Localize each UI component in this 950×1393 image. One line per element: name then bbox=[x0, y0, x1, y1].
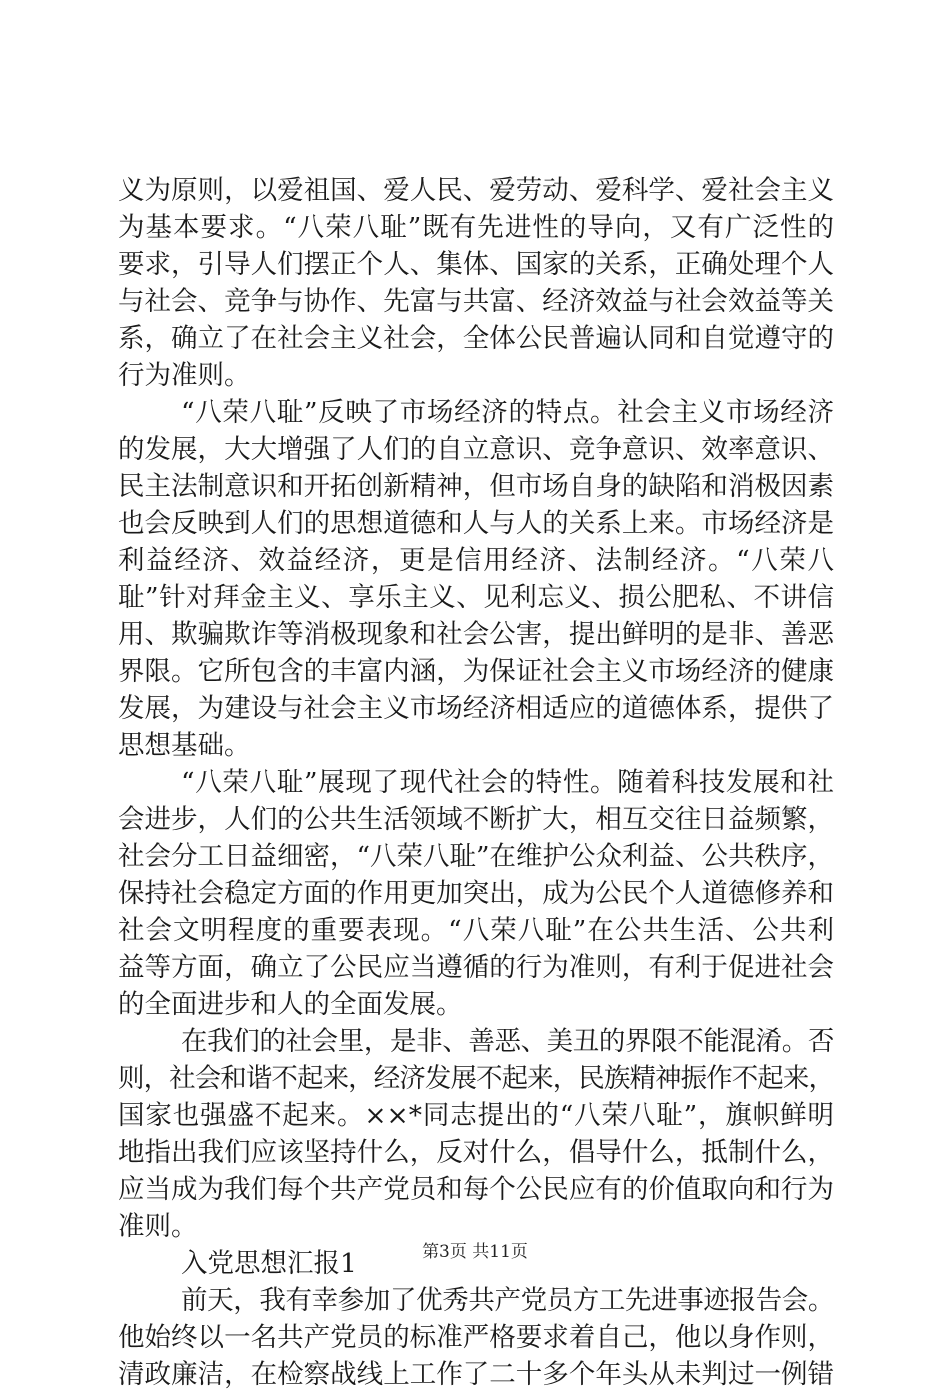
text-line: 社会分工日益细密，“八荣八耻”在维护公众利益、公共秩序， bbox=[118, 841, 834, 872]
paragraph-first-line: “八荣八耻”反映了市场经济的特点。社会主义市场经济 bbox=[181, 397, 834, 428]
text-line: 清政廉洁，在检察战线上工作了二十多个年头从未判过一例错 bbox=[118, 1359, 834, 1390]
text-line: 界限。它所包含的丰富内涵，为保证社会主义市场经济的健康 bbox=[118, 656, 834, 687]
paragraph-first-line: 在我们的社会里，是非、善恶、美丑的界限不能混淆。否 bbox=[181, 1026, 834, 1057]
text-line: 则，社会和谐不起来，经济发展不起来，民族精神振作不起来， bbox=[118, 1063, 834, 1094]
text-line: 义为原则，以爱祖国、爱人民、爱劳动、爱科学、爱社会主义 bbox=[118, 175, 834, 206]
page-number: 第3页 共11页 bbox=[422, 1242, 528, 1262]
text-line: 准则。 bbox=[118, 1211, 198, 1242]
text-line: 民主法制意识和开拓创新精神，但市场自身的缺陷和消极因素 bbox=[118, 471, 834, 502]
text-line: 行为准则。 bbox=[118, 360, 251, 391]
text-line: 发展，为建设与社会主义市场经济相适应的道德体系，提供了 bbox=[118, 693, 834, 724]
text-line: 应当成为我们每个共产党员和每个公民应有的价值取向和行为 bbox=[118, 1174, 834, 1205]
section-heading: 入党思想汇报1 bbox=[181, 1248, 357, 1279]
text-line: 地指出我们应该坚持什么，反对什么，倡导什么，抵制什么， bbox=[118, 1137, 834, 1168]
text-line: 与社会、竞争与协作、先富与共富、经济效益与社会效益等关 bbox=[118, 286, 834, 317]
text-line: 也会反映到人们的思想道德和人与人的关系上来。市场经济是 bbox=[118, 508, 834, 539]
body-text bbox=[118, 172, 834, 1393]
text-line: 的发展，大大增强了人们的自立意识、竞争意识、效率意识、 bbox=[118, 434, 834, 465]
text-line: 思想基础。 bbox=[118, 730, 251, 761]
text-line: 国家也强盛不起来。××*同志提出的“八荣八耻”，旗帜鲜明 bbox=[118, 1100, 834, 1131]
text-line: 保持社会稳定方面的作用更加突出，成为公民个人道德修养和 bbox=[118, 878, 834, 909]
text-line: 益等方面，确立了公民应当遵循的行为准则，有利于促进社会 bbox=[118, 952, 834, 983]
text-line: 为基本要求。“八荣八耻”既有先进性的导向，又有广泛性的 bbox=[118, 212, 834, 243]
text-line: 的全面进步和人的全面发展。 bbox=[118, 989, 463, 1020]
text-line: 用、欺骗欺诈等消极现象和社会公害，提出鲜明的是非、善恶 bbox=[118, 619, 834, 650]
text-line: 会进步，人们的公共生活领域不断扩大，相互交往日益频繁， bbox=[118, 804, 834, 835]
paragraph-first-line: 前天，我有幸参加了优秀共产党员方工先进事迹报告会。 bbox=[181, 1285, 834, 1316]
paragraph-first-line: “八荣八耻”展现了现代社会的特性。随着科技发展和社 bbox=[181, 767, 834, 798]
page-footer bbox=[0, 1240, 950, 1264]
text-line: 要求，引导人们摆正个人、集体、国家的关系，正确处理个人 bbox=[118, 249, 834, 280]
text-line: 耻”针对拜金主义、享乐主义、见利忘义、损公肥私、不讲信 bbox=[118, 582, 834, 613]
text-line: 系，确立了在社会主义社会，全体公民普遍认同和自觉遵守的 bbox=[118, 323, 834, 354]
text-line: 社会文明程度的重要表现。“八荣八耻”在公共生活、公共利 bbox=[118, 915, 834, 946]
text-line: 利益经济、效益经济，更是信用经济、法制经济。“八荣八 bbox=[118, 545, 834, 576]
text-line: 他始终以一名共产党员的标准严格要求着自己，他以身作则， bbox=[118, 1322, 834, 1353]
